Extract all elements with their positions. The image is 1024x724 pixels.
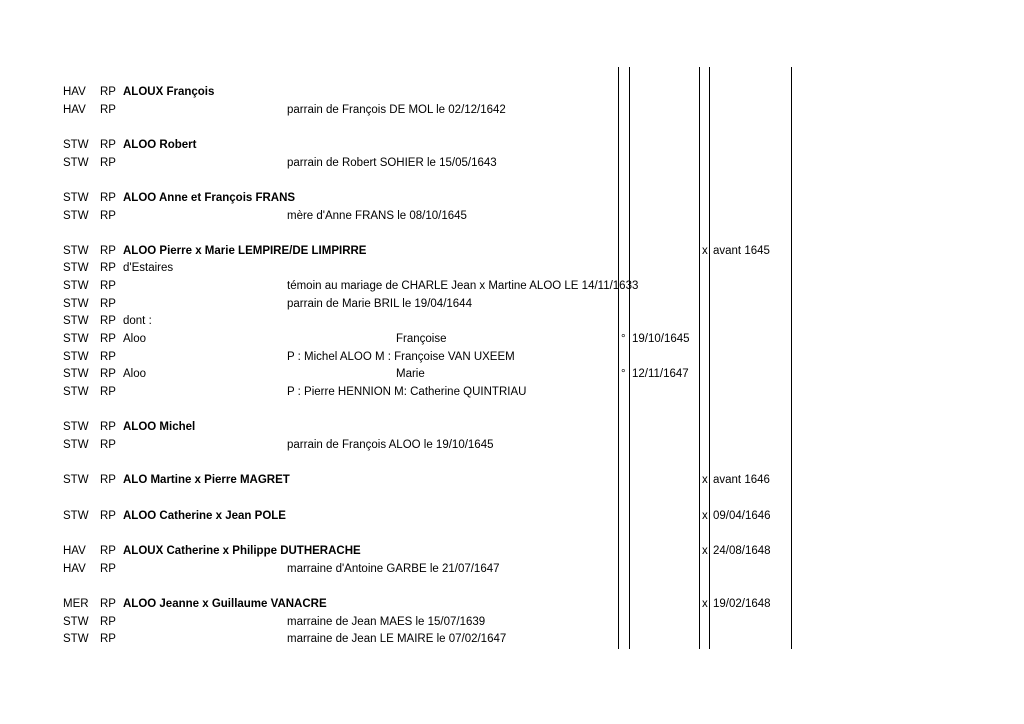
register-row	[0, 366, 1024, 383]
location-code: HAV	[63, 104, 86, 116]
marriage-symbol: x	[702, 510, 708, 522]
event-note: P : Pierre HENNION M: Catherine QUINTRIAU	[287, 386, 527, 398]
register-row	[0, 561, 1024, 578]
record-type: RP	[100, 633, 116, 645]
event-note: marraine de Jean MAES le 15/07/1639	[287, 616, 486, 628]
record-type: RP	[100, 245, 116, 257]
register-row	[0, 437, 1024, 454]
event-note: P : Michel ALOO M : Françoise VAN UXEEM	[287, 351, 515, 363]
event-note: parrain de Marie BRIL le 19/04/1644	[287, 298, 472, 310]
event-note: marraine de Jean LE MAIRE le 07/02/1647	[287, 633, 507, 645]
birth-date: 12/11/1647	[632, 368, 689, 380]
person-name: ALOO Robert	[123, 139, 197, 151]
register-row	[0, 331, 1024, 348]
location-code: STW	[63, 421, 89, 433]
location-code: STW	[63, 439, 89, 451]
person-name: Aloo	[123, 333, 147, 345]
event-note: mère d'Anne FRANS le 08/10/1645	[287, 210, 467, 222]
record-type: RP	[100, 563, 116, 575]
person-name: ALOO Michel	[123, 421, 196, 433]
given-name: Françoise	[396, 333, 447, 345]
record-type: RP	[100, 386, 116, 398]
register-row	[0, 384, 1024, 401]
register-row	[0, 631, 1024, 648]
register-row	[0, 508, 1024, 525]
event-note: parrain de François DE MOL le 02/12/1642	[287, 104, 506, 116]
record-type: RP	[100, 368, 116, 380]
record-type: RP	[100, 439, 116, 451]
location-code: STW	[63, 633, 89, 645]
register-row	[0, 260, 1024, 277]
person-name: ALOO Pierre x Marie LEMPIRE/DE LIMPIRRE	[123, 245, 367, 257]
record-type: RP	[100, 510, 116, 522]
marriage-symbol: x	[702, 545, 708, 557]
record-type: RP	[100, 157, 116, 169]
record-type: RP	[100, 280, 116, 292]
location-code: STW	[63, 280, 89, 292]
person-name: dont :	[123, 315, 152, 327]
record-type: RP	[100, 192, 116, 204]
register-row	[0, 155, 1024, 172]
person-name: ALOO Anne et François FRANS	[123, 192, 296, 204]
location-code: STW	[63, 192, 89, 204]
location-code: STW	[63, 474, 89, 486]
person-name: ALOO Catherine x Jean POLE	[123, 510, 286, 522]
register-row	[0, 208, 1024, 225]
record-type: RP	[100, 474, 116, 486]
register-row	[0, 313, 1024, 330]
location-code: STW	[63, 210, 89, 222]
location-code: STW	[63, 157, 89, 169]
register-row	[0, 137, 1024, 154]
person-name: Aloo	[123, 368, 147, 380]
marriage-symbol: x	[702, 598, 708, 610]
register-row	[0, 84, 1024, 101]
register-row	[0, 243, 1024, 260]
event-note: parrain de Robert SOHIER le 15/05/1643	[287, 157, 497, 169]
marriage-date: avant 1646	[713, 474, 770, 486]
register-row	[0, 190, 1024, 207]
register-row	[0, 543, 1024, 560]
birth-date: 19/10/1645	[632, 333, 690, 345]
location-code: STW	[63, 368, 89, 380]
location-code: STW	[63, 333, 89, 345]
marriage-date: 24/08/1648	[713, 545, 771, 557]
record-type: RP	[100, 333, 116, 345]
location-code: STW	[63, 351, 89, 363]
event-note: marraine d'Antoine GARBE le 21/07/1647	[287, 563, 500, 575]
register-row	[0, 102, 1024, 119]
record-type: RP	[100, 86, 116, 98]
marriage-symbol: x	[702, 245, 708, 257]
record-type: RP	[100, 616, 116, 628]
person-name: ALOUX François	[123, 86, 215, 98]
record-type: RP	[100, 104, 116, 116]
register-row	[0, 596, 1024, 613]
person-name: ALO Martine x Pierre MAGRET	[123, 474, 290, 486]
location-code: STW	[63, 262, 89, 274]
event-note: témoin au mariage de CHARLE Jean x Martine ALOO LE 14/11/1633	[287, 280, 639, 292]
location-code: STW	[63, 245, 89, 257]
register-row	[0, 278, 1024, 295]
location-code: STW	[63, 510, 89, 522]
marriage-date: 09/04/1646	[713, 510, 771, 522]
marriage-symbol: x	[702, 474, 708, 486]
marriage-date: 19/02/1648	[713, 598, 771, 610]
person-name: d'Estaires	[123, 262, 174, 274]
register-row	[0, 419, 1024, 436]
record-type: RP	[100, 298, 116, 310]
person-name: ALOO Jeanne x Guillaume VANACRE	[123, 598, 327, 610]
register-row	[0, 614, 1024, 631]
record-type: RP	[100, 262, 116, 274]
birth-symbol: °	[621, 368, 626, 380]
register-row	[0, 349, 1024, 366]
register-row	[0, 296, 1024, 313]
birth-symbol: °	[621, 333, 626, 345]
location-code: STW	[63, 139, 89, 151]
location-code: HAV	[63, 86, 86, 98]
location-code: HAV	[63, 545, 86, 557]
record-type: RP	[100, 315, 116, 327]
person-name: ALOUX Catherine x Philippe DUTHERACHE	[123, 545, 361, 557]
given-name: Marie	[396, 368, 425, 380]
location-code: STW	[63, 315, 89, 327]
record-type: RP	[100, 598, 116, 610]
event-note: parrain de François ALOO le 19/10/1645	[287, 439, 494, 451]
record-type: RP	[100, 210, 116, 222]
record-type: RP	[100, 421, 116, 433]
location-code: HAV	[63, 563, 86, 575]
location-code: STW	[63, 386, 89, 398]
location-code: STW	[63, 616, 89, 628]
marriage-date: avant 1645	[713, 245, 770, 257]
register-row	[0, 472, 1024, 489]
location-code: MER	[63, 598, 89, 610]
record-type: RP	[100, 545, 116, 557]
record-type: RP	[100, 351, 116, 363]
record-type: RP	[100, 139, 116, 151]
location-code: STW	[63, 298, 89, 310]
